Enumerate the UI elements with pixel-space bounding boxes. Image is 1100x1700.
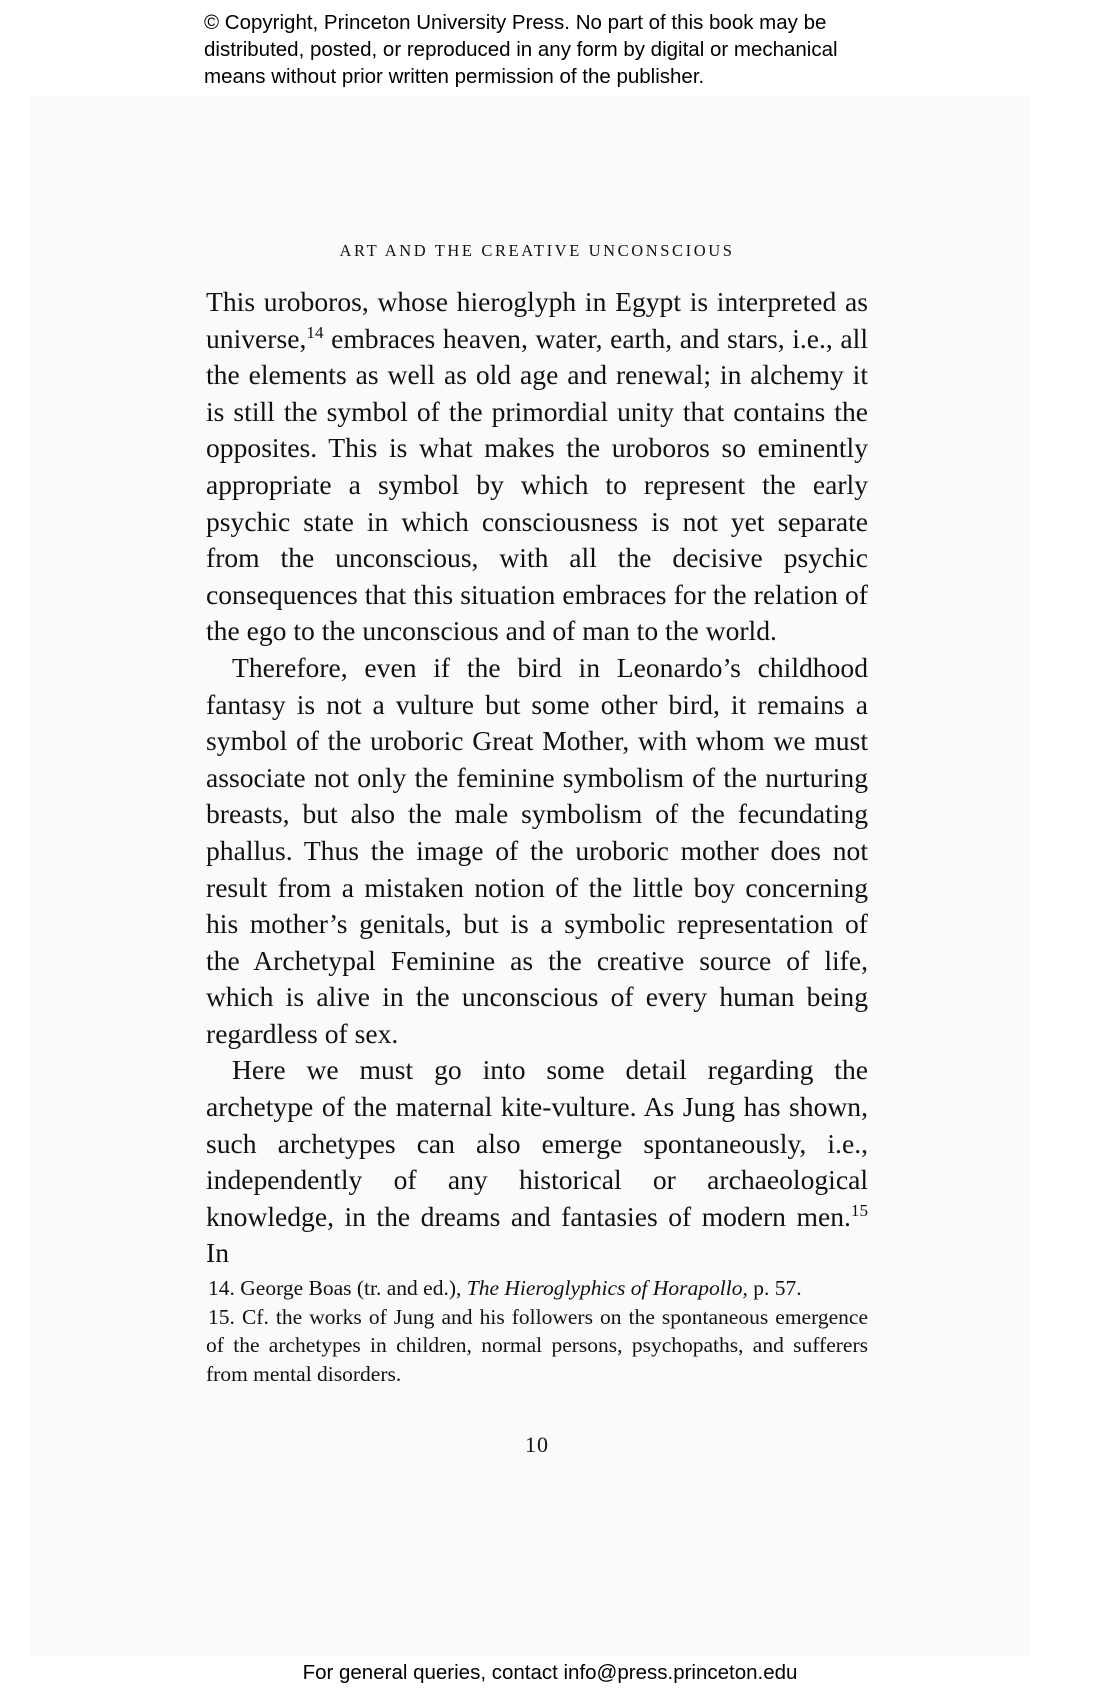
copyright-notice	[204, 9, 924, 90]
page-number: 10	[525, 1432, 549, 1457]
footnote-14-title: The Hieroglyphics of Horapollo,	[466, 1276, 748, 1300]
paragraph-3-text-cont: In	[206, 1237, 229, 1269]
paragraph-1	[206, 284, 868, 650]
paragraph-2: Therefore, even if the bird in Leonardo’s childhood fantasy is not a vulture but some other bird, it remains a symbol of the uroboric Great Mother, with whom we must associate not only the feminine symbolism of the nurturing breasts, but also the male symbolism of the fecundating phallus. Thus the image of the uroboric mother does not result from a mistaken notion of the little boy concerning his mother’s genitals, but is a symbolic representation of the Archetypal Feminine as the creative source of life, which is alive in the unconscious of every human being regardless of sex.	[206, 651, 868, 1049]
footnote-ref-14: 14	[306, 322, 324, 342]
footnote-15-text: Cf. the works of Jung and his followers on the spontaneous emergence of the archetypes in children, normal persons, psychopaths, and sufferers from mental disorders.	[206, 1304, 868, 1386]
copyright-line: © Copyright, Princeton University Press. No part of this book may be	[204, 11, 827, 34]
paragraph-1-text: This uroboros, whose hieroglyph in Egypt is interpreted as universe,	[206, 286, 868, 354]
paragraph-3	[206, 1052, 868, 1272]
footnote-ref-15: 15	[850, 1200, 868, 1220]
footnote-14	[206, 1274, 868, 1303]
paragraph-1-text-cont: embraces heaven, water, earth, and stars, i.e., all the elements as well as old age and renewal; in alchemy it is still the symbol of the primordial unity that contains the opposites. This is what makes the uroboros so eminently appropriate a symbol by which to represent the early psychic state in which consciousness is not yet separate from the unconscious, with all the decisive psychic consequences that this situation embraces for the relation of the ego to the unconscious and of man to the world.	[206, 322, 868, 647]
footnotes	[206, 1274, 868, 1388]
running-head: ART AND THE CREATIVE UNCONSCIOUS	[339, 241, 735, 260]
paragraph-3-text: Here we must go into some detail regarding the archetype of the maternal kite-vulture. As Jung has shown, such archetypes can also emerge spontaneously, i.e., independently of any historical or archaeological knowledge, in the dreams and fantasies of modern men.	[206, 1054, 868, 1232]
footnote-15-number: 15.	[208, 1304, 235, 1329]
footnote-14-page: p. 57.	[747, 1276, 802, 1300]
body-text	[206, 284, 868, 1272]
footnote-15	[206, 1303, 868, 1389]
footer-contact: For general queries, contact info@press.princeton.edu	[302, 1661, 798, 1684]
footnote-14-number: 14.	[208, 1276, 235, 1300]
copyright-line: means without prior written permission of the publisher.	[204, 65, 705, 88]
footnote-14-text: George Boas (tr. and ed.),	[234, 1276, 467, 1300]
copyright-line: distributed, posted, or reproduced in any form by digital or mechanical	[204, 38, 838, 61]
